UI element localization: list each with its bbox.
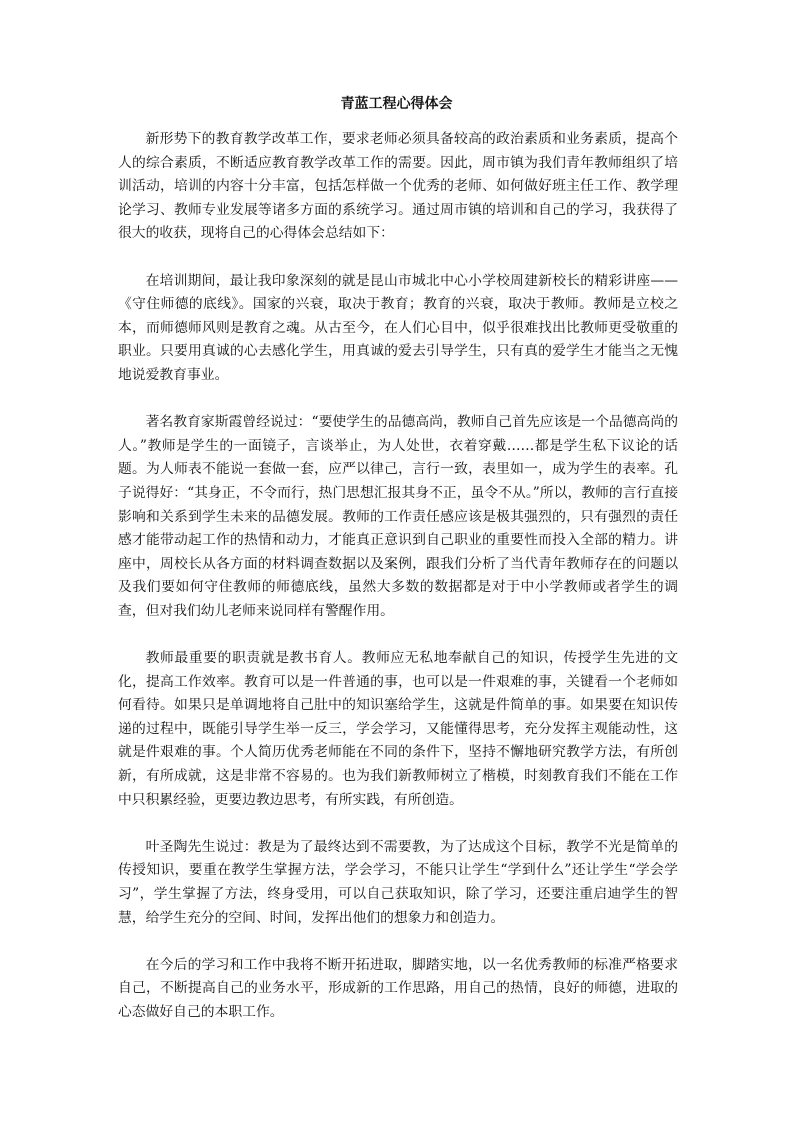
paragraph-conclusion: 在今后的学习和工作中我将不断开拓进取，脚踏实地，以一名优秀教师的标准严格要求自己，不断提高自己的业务水平，形成新的工作思路，用自己的热情，良好的师德，进取的心态做好自己的本职工作。 (118, 956, 678, 1020)
document-body (118, 128, 678, 1048)
document-title: 青蓝工程心得体会 (340, 96, 453, 112)
paragraph-sixia-quote: 著名教育家斯霞曾经说过：“要使学生的品德高尚，教师自己首先应该是一个品德高尚的人。”教师是学生的一面镜子，言谈举止，为人处世，衣着穿戴……都是学生私下议论的话题。为人师表不能说一套做一套，应严以律己，言行一致，表里如一，成为学生的表率。孔子说得好：“其身正，不令而行，热门思想汇报其身不正，虽令不从。”所以，教师的言行直接影响和关系到学生未来的品德发展。教师的工作责任感应该是极其强烈的，只有强烈的责任感才能带动起工作的热情和动力，才能真正意识到自己职业的重要性而投入全部的精力。讲座中，周校长从各方面的材料调查数据以及案例，跟我们分析了当代青年教师存在的问题以及我们要如何守住教师的师德底线，虽然大多数的数据都是对于中小学教师或者学生的调查，但对我们幼儿老师来说同样有警醒作用。 (118, 414, 678, 619)
paragraph-intro: 新形势下的教育教学改革工作，要求老师必须具备较高的政治素质和业务素质，提高个人的综合素质，不断适应教育教学改革工作的需要。因此，周市镇为我们青年教师组织了培训活动，培训的内容十分丰富，包括怎样做一个优秀的老师、如何做好班主任工作、教学理论学习、教师专业发展等诸多方面的系统学习。通过周市镇的培训和自己的学习，我获得了很大的收获，现将自己的心得体会总结如下： (118, 131, 678, 242)
paragraph-teaching-duty: 教师最重要的职责就是教书育人。教师应无私地奉献自己的知识，传授学生先进的文化，提高工作效率。教育可以是一件普通的事，也可以是一件艰难的事，关键看一个老师如何看待。如果只是单调地将自己肚中的知识塞给学生，这就是件简单的事。如果要在知识传递的过程中，既能引导学生举一反三，学会学习，又能懂得思考，充分发挥主观能动性，这就是件艰难的事。个人简历优秀老师能在不同的条件下，坚持不懈地研究教学方法，有所创新，有所成就，这是非常不容易的。也为我们新教师树立了楷模，时刻教育我们不能在工作中只积累经验，更要边教边思考，有所实践，有所创造。 (118, 650, 678, 808)
paragraph-ye-shengtao: 叶圣陶先生说过：教是为了最终达到不需要教，为了达成这个目标，教学不光是简单的传授知识，要重在教学生掌握方法，学会学习，不能只让学生“学到什么”还让学生“学会学习”，学生掌握了方法，终身受用，可以自己获取知识，除了学习，还要注重启迪学生的智慧，给学生充分的空间、时间，发挥出他们的想象力和创造力。 (118, 838, 678, 926)
paragraph-lecture: 在培训期间，最让我印象深刻的就是昆山市城北中心小学校周建新校长的精彩讲座——《守住师德的底线》。国家的兴衰，取决于教育；教育的兴衰，取决于教师。教师是立校之本，而师德师风则是教育之魂。从古至今，在人们心目中，似乎很难找出比教师更受敬重的职业。只要用真诚的心去感化学生，用真诚的爱去引导学生，只有真的爱学生才能当之无愧地说爱教育事业。 (118, 272, 678, 383)
